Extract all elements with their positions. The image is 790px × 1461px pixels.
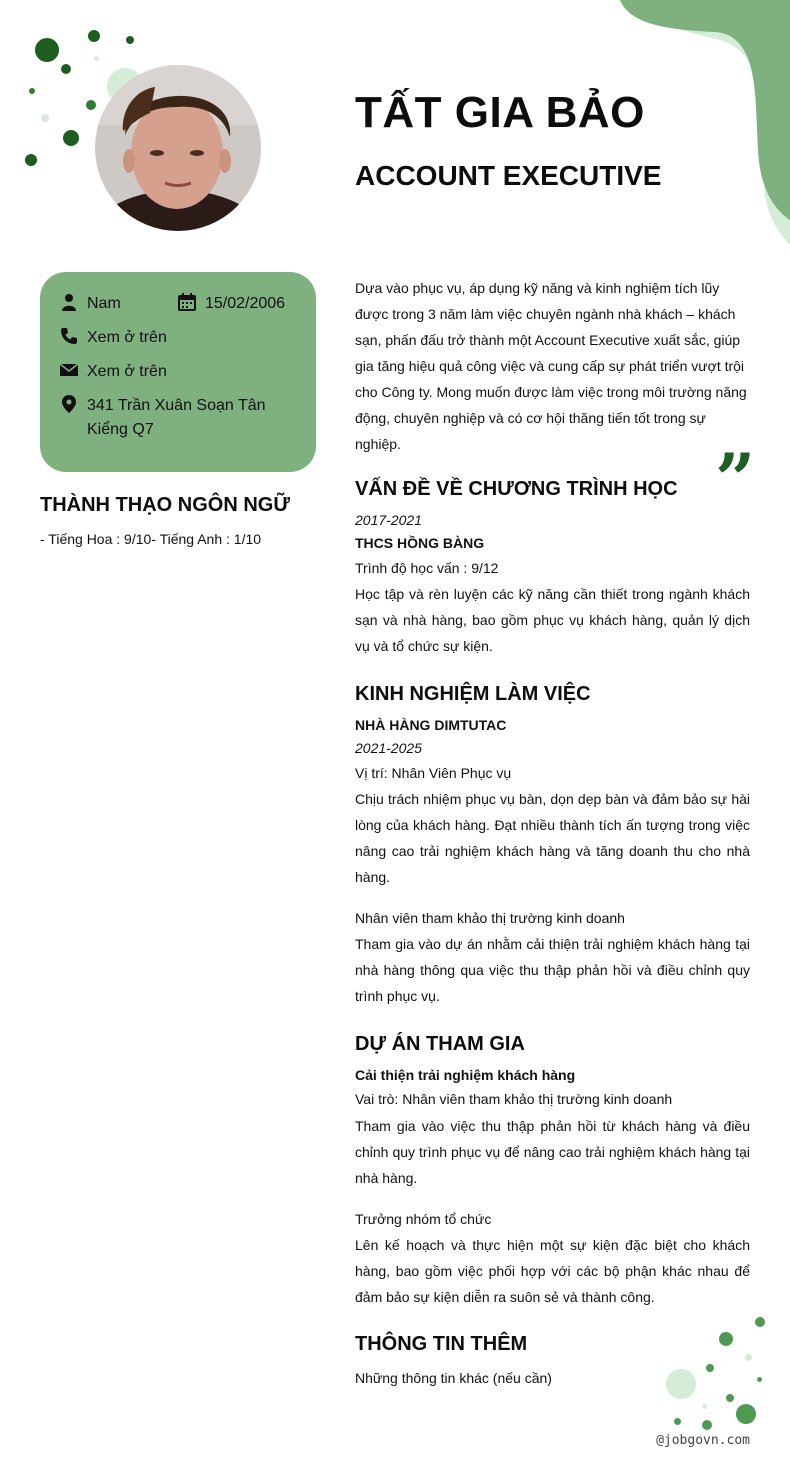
wave-decoration — [620, 0, 790, 250]
job-title: ACCOUNT EXECUTIVE — [355, 160, 662, 191]
experience-period: 2021-2025 — [355, 740, 422, 756]
email-icon — [60, 361, 78, 379]
location-pin-icon — [60, 395, 78, 413]
education-level: Trình độ học vấn : 9/12 — [355, 560, 499, 576]
project-name: Cải thiện trải nghiệm khách hàng — [355, 1067, 576, 1083]
education-school: THCS HỒNG BÀNG — [355, 535, 485, 551]
avatar — [95, 65, 261, 231]
projects-title: DỰ ÁN THAM GIA — [355, 1033, 525, 1055]
phone-value: Xem ở trên — [87, 329, 167, 346]
education-description: Học tập và rèn luyện các kỹ năng cần thiết trong ngành khách sạn và nhà hàng, bao gồm phục vụ khách hàng, quản lý dịch vụ và tổ chức sự kiện. — [355, 586, 750, 654]
email-value: Xem ở trên — [87, 363, 167, 380]
watermark: @jobgovn.com — [656, 1433, 750, 1448]
contact-gender — [60, 292, 121, 316]
address-value: 341 Trần Xuân Soạn Tân Kiểng Q7 — [87, 397, 266, 438]
extra-info-text: Những thông tin khác (nếu cần) — [355, 1370, 552, 1386]
contact-card — [40, 272, 316, 472]
candidate-name: TẤT GIA BẢO — [355, 88, 645, 137]
career-objective: Dựa vào phục vụ, áp dụng kỹ năng và kinh nghiệm tích lũy được trong 3 năm làm việc chuyên ngành nhà khách – khách sạn, phấn đấu trở thành một Account Executive xuất sắc, giúp gia tăng hiệu quả công việc và cung cấp sự phát triển vượt trội cho Công ty. Mong muốn được làm việc trong môi trường năng động, chuyên nghiệp và có cơ hội thăng tiến tốt trong sự nghiệp. — [355, 280, 747, 452]
calendar-icon — [178, 293, 196, 311]
project-role-2: Trưởng nhóm tổ chức — [355, 1211, 492, 1227]
project-description-2: Lên kế hoạch và thực hiện một sự kiện đặc biệt cho khách hàng, bao gồm việc phối hợp với các bộ phận khác nhau để đảm bảo sự kiện diễn ra suôn sẻ và thành công. — [355, 1237, 750, 1305]
extra-info-title: THÔNG TIN THÊM — [355, 1333, 528, 1355]
education-title: VẤN ĐỀ VỀ CHƯƠNG TRÌNH HỌC — [355, 478, 678, 500]
contact-birthdate — [178, 292, 285, 316]
project-description: Tham gia vào việc thu thập phản hồi từ khách hàng và điều chỉnh quy trình phục vụ để nâng cao trải nghiệm khách hàng tại nhà hàng. — [355, 1118, 750, 1186]
contact-email — [60, 360, 167, 384]
experience-description-2: Tham gia vào dự án nhằm cải thiện trải nghiệm khách hàng tại nhà hàng thông qua việc thu thập phản hồi và điều chỉnh quy trình phục vụ. — [355, 936, 750, 1004]
quote-icon: ” — [715, 438, 756, 521]
project-role: Vai trò: Nhân viên tham khảo thị trường kinh doanh — [355, 1091, 673, 1107]
contact-address — [60, 394, 300, 442]
languages-text: - Tiếng Hoa : 9/10- Tiếng Anh : 1/10 — [40, 531, 262, 547]
contact-phone — [60, 326, 167, 350]
birthdate-value: 15/02/2006 — [205, 295, 286, 312]
education-period: 2017-2021 — [355, 512, 422, 528]
experience-position: Vị trí: Nhân Viên Phục vụ — [355, 765, 512, 781]
phone-icon — [60, 327, 78, 345]
person-icon — [60, 293, 78, 311]
languages-title: THÀNH THẠO NGÔN NGỮ — [40, 494, 290, 516]
experience-company: NHÀ HÀNG DIMTUTAC — [355, 717, 507, 733]
experience-description: Chịu trách nhiệm phục vụ bàn, dọn dẹp bàn và đảm bảo sự hài lòng của khách hàng. Đạt nhiều thành tích ấn tượng trong việc nâng cao trải nghiệm khách hàng và tăng doanh thu cho nhà hàng. — [355, 791, 750, 885]
experience-role-2: Nhân viên tham khảo thị trường kinh doanh — [355, 910, 625, 926]
experience-title: KINH NGHIỆM LÀM VIỆC — [355, 683, 591, 705]
gender-value: Nam — [87, 295, 121, 312]
